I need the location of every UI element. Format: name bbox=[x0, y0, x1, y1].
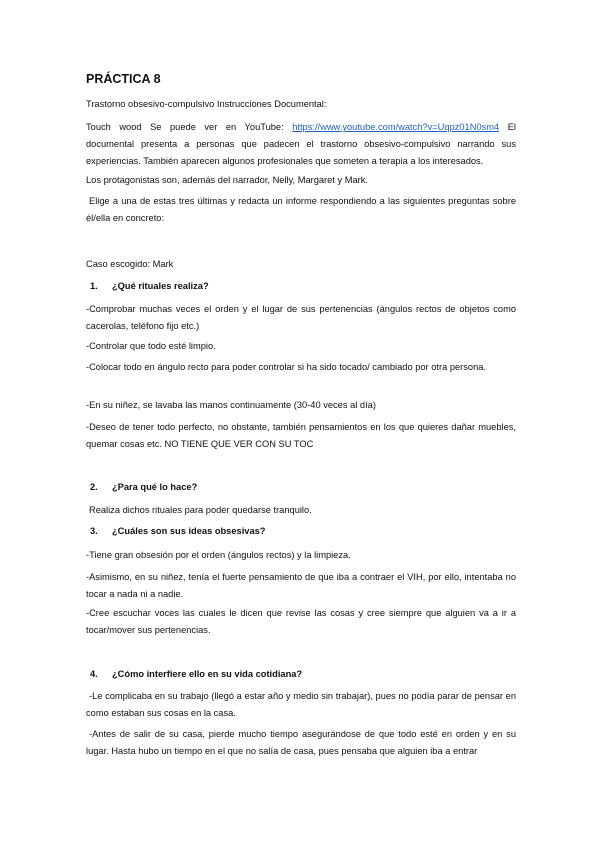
question-text: ¿Cuáles son sus ideas obsesivas? bbox=[112, 526, 266, 536]
question-text: ¿Para qué lo hace? bbox=[112, 482, 198, 492]
page-title: PRÁCTICA 8 bbox=[86, 72, 161, 86]
answer-4-item: -Le complicaba en su trabajo (llegó a estar año y medio sin trabajar), pues no podía parar de pensar en como estaban sus cosas en la casa. bbox=[86, 691, 516, 718]
answer-1-item: -Controlar que todo esté limpio. bbox=[86, 341, 216, 351]
question-3 bbox=[90, 523, 520, 540]
intro-prefix: Touch wood Se puede ver en YouTube: bbox=[86, 122, 293, 132]
intro-line: Trastorno obsesivo-compulsivo Instrucciones Documental: bbox=[86, 99, 327, 109]
answer-3-item: -Cree escuchar voces las cuales le dicen que revise las cosas y cree siempre que alguien va a ir a tocar/mover sus pertenencias. bbox=[86, 608, 516, 635]
answer-1-item: -Comprobar muchas veces el orden y el lugar de sus pertenencias (ángulos rectos de objetos como cacerolas, teléfono fijo etc.) bbox=[86, 304, 516, 331]
youtube-link[interactable]: https://www.youtube.com/watch?v=Uqpz01N0sm4 bbox=[292, 122, 500, 132]
chosen-case: Caso escogido: Mark bbox=[86, 259, 174, 269]
question-2 bbox=[90, 479, 520, 496]
answer-1-item: -Colocar todo en ángulo recto para poder controlar si ha sido tocado/ cambiado por otra persona. bbox=[86, 362, 487, 372]
answer-1-item: -Deseo de tener todo perfecto, no obstante, también pensamientos en los que quieres dañar muebles, quemar cosas etc. NO TIENE QUE VER CON SU TOC bbox=[86, 422, 516, 449]
answer-4-item: -Antes de salir de su casa, pierde mucho tiempo asegurándose de que todo esté en orden y en su lugar. Hasta hubo un tiempo en el que no salía de casa, pues pensaba que alguien iba a entrar bbox=[86, 729, 516, 756]
instruction-text: Elige a una de estas tres últimas y redacta un informe respondiendo a las siguientes preguntas sobre él/ella en concreto: bbox=[86, 196, 516, 223]
answer-1-item: -En su niñez, se lavaba las manos continuamente (30-40 veces al día) bbox=[86, 400, 376, 410]
question-1 bbox=[90, 278, 520, 295]
question-number: 1. bbox=[90, 281, 98, 291]
intro-paragraph bbox=[86, 119, 516, 170]
question-number: 3. bbox=[90, 526, 98, 536]
question-text: ¿Qué rituales realiza? bbox=[112, 281, 209, 291]
protagonists-text: Los protagonistas son, además del narrador, Nelly, Margaret y Mark. bbox=[86, 175, 368, 185]
answer-2: Realiza dichos rituales para poder quedarse tranquilo. bbox=[89, 505, 312, 515]
question-4 bbox=[90, 666, 520, 683]
answer-3-item: -Asimismo, en su niñez, tenía el fuerte pensamiento de que iba a contraer el VIH, por ello, intentaba no tocar a nada ni a nadie. bbox=[86, 572, 516, 599]
question-number: 4. bbox=[90, 669, 98, 679]
intro-suffix: El documental presenta a personas que padecen el trastorno obsesivo-compulsivo narrando sus experiencias. También aparecen algunos profesionales que someten a terapia a los interesados. bbox=[86, 122, 516, 166]
answer-3-item: -Tiene gran obsesión por el orden (ángulos rectos) y la limpieza. bbox=[86, 550, 351, 560]
question-number: 2. bbox=[90, 482, 98, 492]
question-text: ¿Cómo interfiere ello en su vida cotidiana? bbox=[112, 669, 303, 679]
